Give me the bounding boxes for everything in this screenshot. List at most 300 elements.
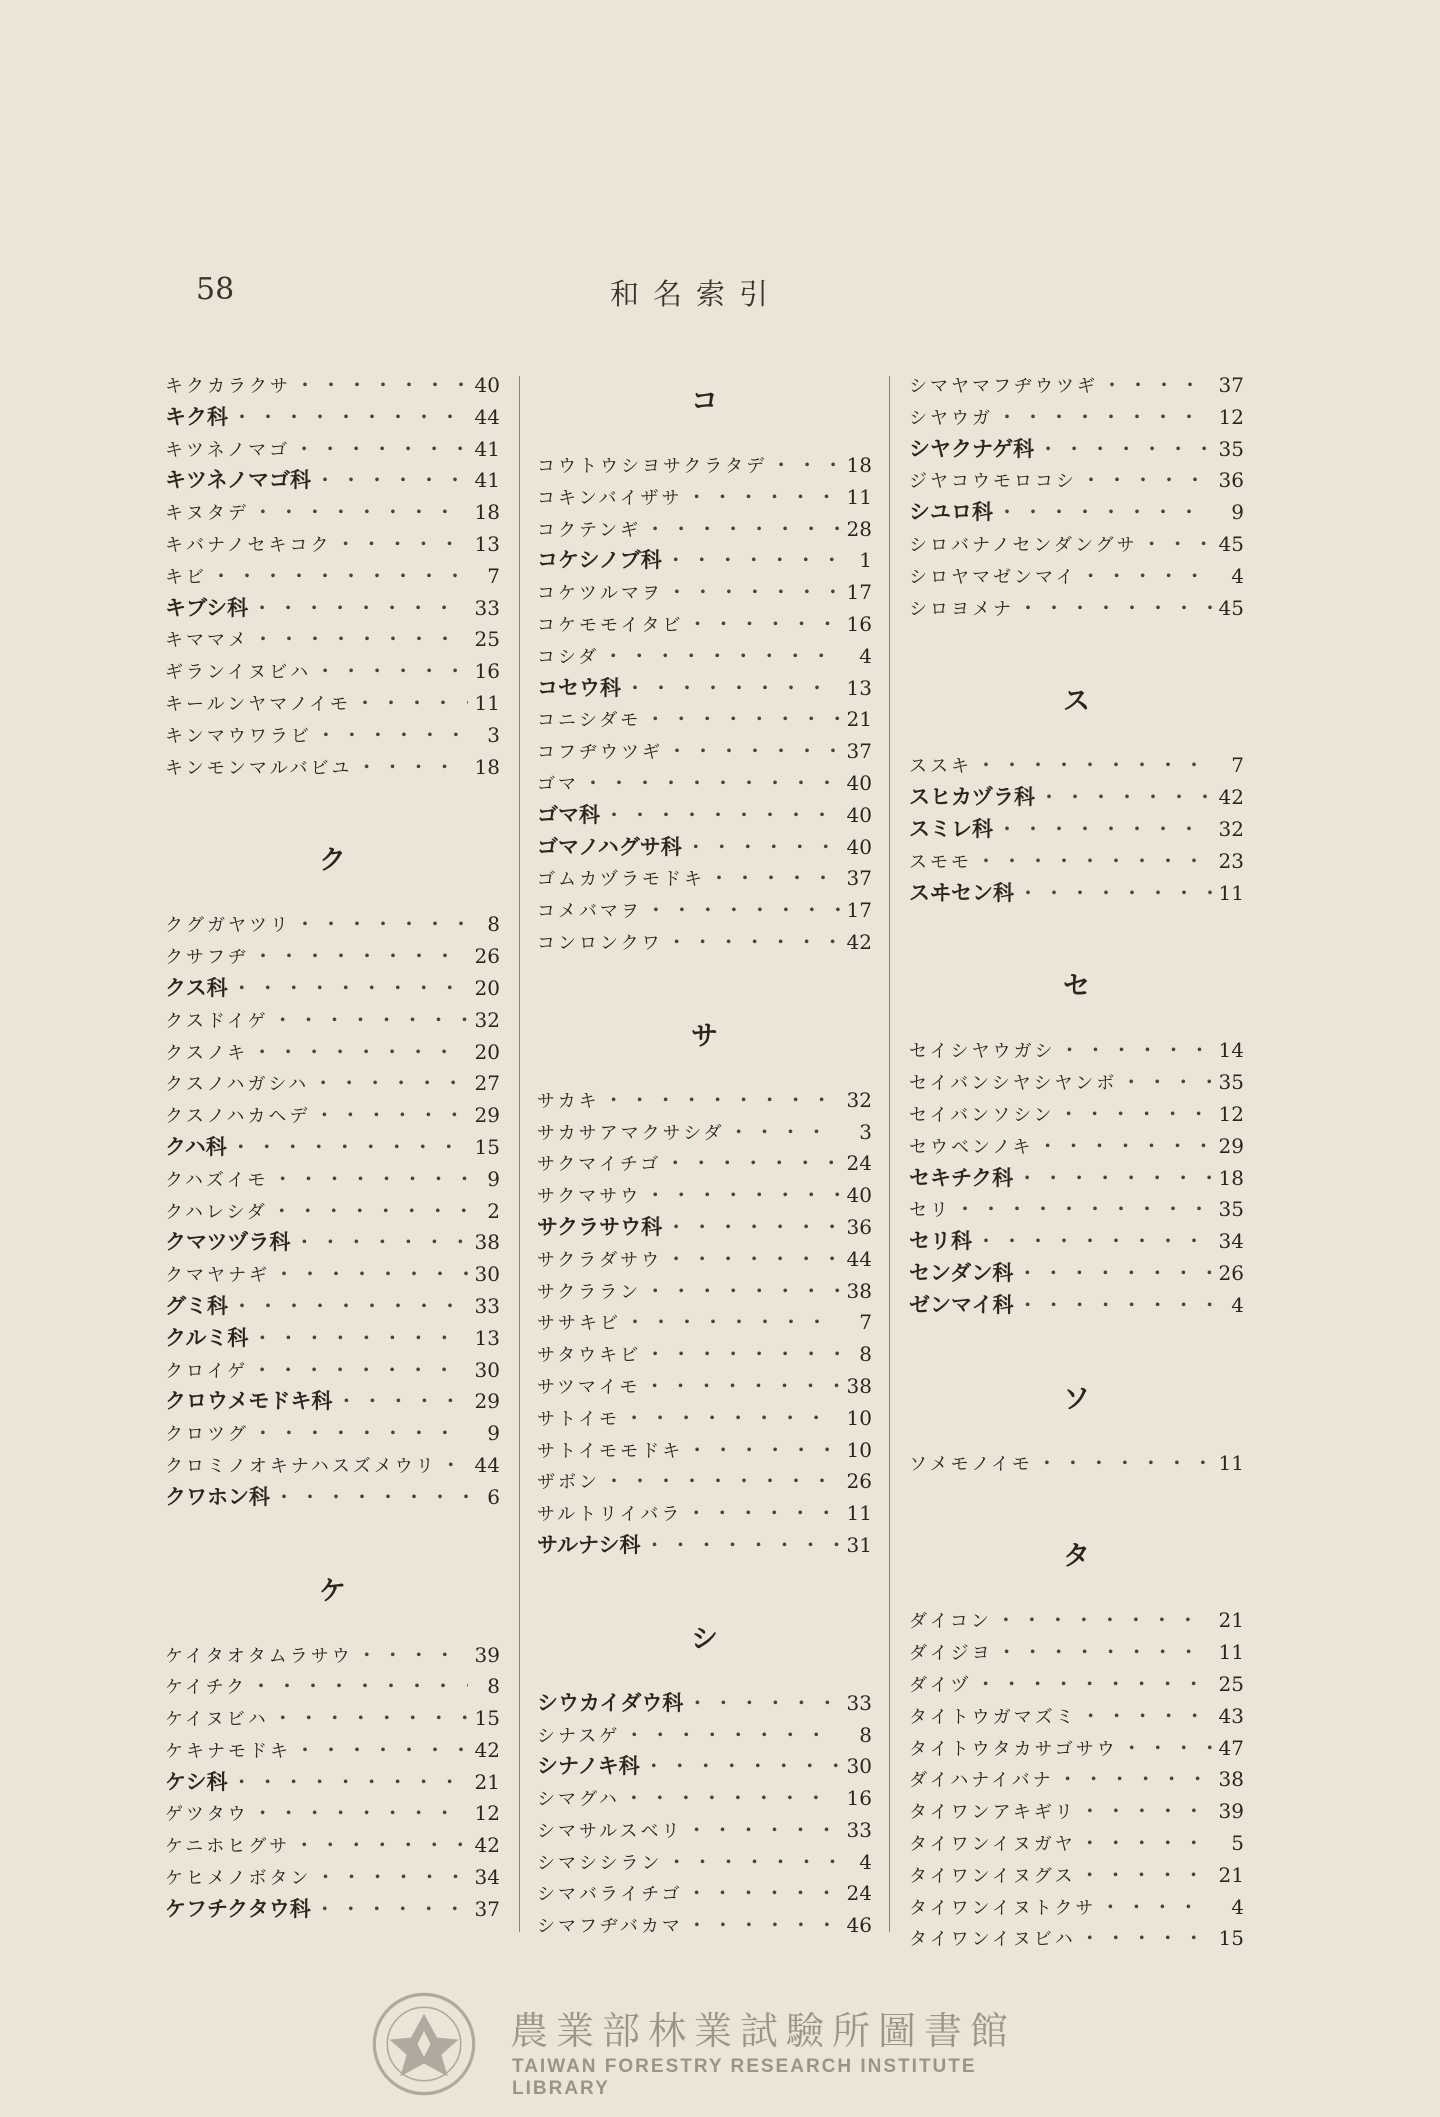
entry-name: ケイチク bbox=[165, 1677, 248, 1699]
index-entry bbox=[165, 1005, 500, 1037]
index-entry-family bbox=[909, 1226, 1244, 1258]
entry-page: 30 bbox=[846, 1754, 872, 1779]
entry-page: 36 bbox=[846, 1214, 872, 1239]
entry-page: 21 bbox=[846, 707, 872, 732]
dot-leader bbox=[667, 736, 840, 768]
entry-name: シロヤマゼンマイ bbox=[909, 566, 1077, 588]
dot-leader bbox=[666, 1244, 840, 1276]
dot-leader bbox=[253, 497, 468, 529]
entry-name: クワホン科 bbox=[165, 1484, 270, 1509]
entry-page: 40 bbox=[846, 770, 872, 795]
entry-page: 33 bbox=[846, 1690, 872, 1715]
entry-page: 8 bbox=[859, 1722, 872, 1747]
entry-name: キバナノセキコク bbox=[165, 534, 332, 556]
entry-page: 40 bbox=[846, 802, 872, 827]
section-heading: ケ bbox=[319, 1575, 346, 1607]
entry-name: クスノハガシハ bbox=[165, 1074, 310, 1096]
index-entry bbox=[165, 688, 500, 720]
index-entry bbox=[909, 1923, 1244, 1955]
index-entry bbox=[537, 1466, 872, 1498]
entry-page: 24 bbox=[846, 1881, 872, 1906]
entry-page: 42 bbox=[474, 1737, 500, 1762]
entry-name: コセウ科 bbox=[537, 675, 621, 700]
entry-name: セリ科 bbox=[909, 1229, 972, 1254]
dot-leader bbox=[273, 1703, 468, 1735]
entry-page: 26 bbox=[846, 1469, 872, 1494]
dot-leader bbox=[232, 402, 468, 434]
entry-name: タイワンイヌガヤ bbox=[909, 1833, 1076, 1855]
entry-page: 29 bbox=[474, 1103, 500, 1128]
dot-leader bbox=[666, 1212, 840, 1244]
entry-name: シヤウガ bbox=[909, 407, 993, 429]
index-entry-family bbox=[165, 593, 500, 625]
dot-leader bbox=[253, 1798, 468, 1830]
entry-name: サカキ bbox=[537, 1090, 600, 1112]
dot-leader bbox=[667, 927, 840, 959]
dot-leader bbox=[1039, 782, 1212, 814]
library-name-zh: 農業部林業試驗所圖書館 bbox=[510, 2009, 1017, 2053]
entry-page: 11 bbox=[1218, 1640, 1244, 1665]
index-entry-family bbox=[537, 832, 872, 864]
index-entry bbox=[909, 1796, 1244, 1828]
dot-leader bbox=[1038, 1131, 1212, 1163]
entry-name: クハズイモ bbox=[165, 1169, 269, 1191]
entry-name: クサフヂ bbox=[165, 947, 249, 969]
entry-page: 33 bbox=[474, 595, 500, 620]
section-heading: ス bbox=[1063, 686, 1090, 718]
running-title: 和名索引 bbox=[610, 277, 783, 311]
dot-leader bbox=[687, 1435, 840, 1467]
entry-page: 37 bbox=[474, 1896, 500, 1921]
entry-page: 35 bbox=[1218, 436, 1244, 461]
index-section bbox=[537, 1005, 872, 1562]
index-entry-family bbox=[537, 673, 872, 705]
column-divider bbox=[889, 376, 890, 1932]
dot-leader bbox=[624, 1783, 840, 1815]
index-entry-family bbox=[537, 1530, 872, 1562]
entry-name: シウカイダウ科 bbox=[537, 1690, 684, 1715]
index-entry-family bbox=[909, 782, 1244, 814]
entry-name: グミ科 bbox=[165, 1293, 228, 1318]
dot-leader bbox=[1037, 1448, 1212, 1480]
dot-leader bbox=[252, 593, 468, 625]
dot-leader bbox=[686, 832, 840, 864]
entry-page: 26 bbox=[1218, 1260, 1244, 1285]
entry-page: 32 bbox=[1218, 816, 1244, 841]
entry-name: タイワンイヌグス bbox=[909, 1865, 1076, 1887]
entry-name: ケイタオタムラサウ bbox=[165, 1645, 353, 1667]
entry-page: 25 bbox=[1218, 1671, 1244, 1696]
entry-name: セキチク科 bbox=[909, 1165, 1014, 1190]
index-entry bbox=[165, 1798, 500, 1830]
entry-name: キク科 bbox=[165, 404, 228, 429]
index-entry bbox=[537, 736, 872, 768]
dot-leader bbox=[687, 1815, 840, 1847]
section-heading: シ bbox=[691, 1623, 718, 1655]
entry-name: タイワンアキギリ bbox=[909, 1802, 1076, 1824]
entry-name: キンモンマルバビユ bbox=[165, 757, 353, 779]
dot-leader bbox=[687, 1688, 840, 1720]
index-entry-family bbox=[909, 878, 1244, 910]
dot-leader bbox=[252, 1037, 468, 1069]
dot-leader bbox=[644, 1751, 840, 1783]
index-entry bbox=[537, 1148, 872, 1180]
index-entry bbox=[909, 370, 1244, 402]
entry-name: セイバンシヤシヤンボ bbox=[909, 1073, 1118, 1095]
index-section bbox=[909, 955, 1244, 1321]
dot-leader bbox=[295, 909, 468, 941]
entry-name: クスノキ bbox=[165, 1042, 249, 1064]
index-entry bbox=[165, 434, 500, 466]
entry-page: 38 bbox=[846, 1278, 872, 1303]
index-entry bbox=[909, 846, 1244, 878]
index-entry bbox=[909, 1035, 1244, 1067]
entry-page: 18 bbox=[474, 754, 500, 779]
entry-name: スミレ科 bbox=[909, 816, 993, 841]
index-entry bbox=[165, 1037, 500, 1069]
entry-name: キツネノマゴ科 bbox=[165, 468, 311, 493]
index-entry bbox=[537, 450, 872, 482]
entry-name: ソメモノイモ bbox=[909, 1453, 1033, 1475]
dot-leader bbox=[1121, 1067, 1212, 1099]
entry-page: 7 bbox=[487, 563, 500, 588]
index-entry bbox=[165, 497, 500, 529]
entry-page: 35 bbox=[1218, 1197, 1244, 1222]
index-entry bbox=[537, 609, 872, 641]
entry-page: 21 bbox=[1218, 1608, 1244, 1633]
entry-name: サルトリイバラ bbox=[537, 1504, 683, 1526]
entry-page: 37 bbox=[1218, 373, 1244, 397]
entry-page: 33 bbox=[846, 1817, 872, 1842]
entry-name: ジヤコウモロコシ bbox=[909, 471, 1077, 493]
index-entry bbox=[537, 1783, 872, 1815]
dot-leader bbox=[667, 577, 840, 609]
index-entry bbox=[909, 1892, 1244, 1924]
entry-page: 7 bbox=[1231, 753, 1244, 778]
entry-name: スヰセン科 bbox=[909, 880, 1014, 905]
entry-page: 3 bbox=[859, 1119, 872, 1144]
index-entry bbox=[537, 1847, 872, 1879]
dot-leader bbox=[997, 402, 1212, 434]
entry-name: シマフヂバカマ bbox=[537, 1916, 683, 1938]
index-entry bbox=[165, 1671, 500, 1703]
index-entry bbox=[537, 1117, 872, 1149]
index-entry-family bbox=[165, 1482, 500, 1514]
entry-page: 26 bbox=[474, 944, 500, 969]
entry-name: ケニホヒグサ bbox=[165, 1836, 291, 1858]
index-entry bbox=[165, 1164, 500, 1196]
dot-leader bbox=[315, 1894, 468, 1926]
entry-page: 1 bbox=[859, 548, 872, 573]
entry-page: 34 bbox=[474, 1865, 500, 1890]
index-entry bbox=[165, 1100, 500, 1132]
entry-name: ゴマ科 bbox=[537, 802, 600, 827]
dot-leader bbox=[686, 1498, 840, 1530]
entry-name: ササキビ bbox=[537, 1313, 621, 1335]
entry-page: 32 bbox=[474, 1007, 500, 1032]
dot-leader bbox=[624, 1403, 840, 1435]
index-entry-family bbox=[909, 1163, 1244, 1195]
entry-page: 16 bbox=[474, 659, 500, 684]
entry-name: シマバライチゴ bbox=[537, 1884, 683, 1906]
entry-name: コニシダモ bbox=[537, 710, 642, 732]
dot-leader bbox=[274, 1259, 468, 1291]
index-entry bbox=[909, 1099, 1244, 1131]
entry-name: コケツルマヲ bbox=[537, 583, 663, 605]
entry-name: シマヤマフヂウツギ bbox=[909, 376, 1098, 397]
entry-name: キビ bbox=[165, 566, 207, 588]
entry-name: ケキナモドキ bbox=[165, 1740, 291, 1762]
entry-name: シヤクナゲ科 bbox=[909, 436, 1035, 461]
dot-leader bbox=[315, 465, 468, 497]
index-entry bbox=[537, 1276, 872, 1308]
index-entry bbox=[165, 1862, 500, 1894]
dot-leader bbox=[295, 370, 468, 402]
dot-leader bbox=[357, 752, 468, 784]
index-section bbox=[909, 1368, 1244, 1480]
entry-page: 12 bbox=[474, 1801, 500, 1826]
index-entry bbox=[165, 720, 500, 752]
index-entry bbox=[909, 1733, 1244, 1765]
dot-leader bbox=[294, 434, 468, 466]
entry-name: キールンヤマノイモ bbox=[165, 693, 352, 715]
entry-page: 4 bbox=[1231, 1894, 1244, 1919]
entry-page: 24 bbox=[846, 1151, 872, 1176]
entry-page: 44 bbox=[474, 1452, 500, 1477]
entry-name: ダイハナイバナ bbox=[909, 1770, 1054, 1792]
entry-page: 40 bbox=[846, 1183, 872, 1208]
entry-page: 40 bbox=[846, 834, 872, 859]
entry-page: 8 bbox=[487, 1674, 500, 1699]
entry-name: サカサアマクサシダ bbox=[537, 1122, 725, 1144]
section-heading: タ bbox=[1063, 1541, 1090, 1573]
dot-leader bbox=[273, 1164, 468, 1196]
dot-leader bbox=[955, 1194, 1212, 1226]
index-section bbox=[537, 370, 872, 959]
entry-page: 11 bbox=[474, 690, 500, 715]
entry-page: 39 bbox=[474, 1642, 500, 1667]
index-entry bbox=[537, 1498, 872, 1530]
dot-leader bbox=[645, 1371, 840, 1403]
dot-leader bbox=[1018, 1290, 1212, 1322]
entry-name: ゴムカヅラモドキ bbox=[537, 869, 705, 891]
entry-name: ケシ科 bbox=[165, 1769, 228, 1794]
entry-page: 11 bbox=[846, 1501, 872, 1526]
index-entry bbox=[537, 704, 872, 736]
dot-leader bbox=[976, 1226, 1212, 1258]
index-entry bbox=[909, 1764, 1244, 1796]
entry-page: 5 bbox=[1231, 1830, 1244, 1855]
entry-name: コクテンギ bbox=[537, 519, 642, 541]
index-entry bbox=[909, 1067, 1244, 1099]
entry-page: 20 bbox=[474, 1039, 500, 1064]
dot-leader bbox=[1017, 1163, 1212, 1195]
entry-name: ゴマ bbox=[537, 773, 579, 795]
entry-page: 42 bbox=[846, 929, 872, 954]
entry-name: サクララン bbox=[537, 1281, 642, 1303]
entry-name: サクラサウ科 bbox=[537, 1214, 663, 1239]
entry-page: 13 bbox=[474, 1325, 500, 1350]
entry-page: 33 bbox=[474, 1293, 500, 1318]
index-entry bbox=[909, 1669, 1244, 1701]
entry-page: 40 bbox=[474, 373, 500, 397]
dot-leader bbox=[1059, 1035, 1212, 1067]
entry-name: キツネノマゴ bbox=[165, 439, 291, 461]
index-entry bbox=[165, 1068, 500, 1100]
entry-page: 4 bbox=[859, 643, 872, 668]
entry-page: 15 bbox=[474, 1134, 500, 1159]
entry-name: ケイヌビハ bbox=[165, 1709, 269, 1731]
dot-leader bbox=[272, 1196, 468, 1228]
entry-name: シナノキ科 bbox=[537, 1754, 640, 1779]
page-number: 58 bbox=[196, 272, 235, 307]
section-heading: セ bbox=[1063, 971, 1090, 1003]
entry-name: ゲツタウ bbox=[165, 1804, 249, 1826]
dot-leader bbox=[1142, 529, 1212, 561]
dot-leader bbox=[357, 1640, 468, 1672]
entry-name: コフヂウツギ bbox=[537, 742, 663, 764]
dot-leader bbox=[294, 1227, 468, 1259]
entry-name: クスノハカヘデ bbox=[165, 1106, 311, 1128]
section-heading: ソ bbox=[1063, 1383, 1090, 1415]
dot-leader bbox=[645, 514, 840, 546]
index-entry bbox=[909, 529, 1244, 561]
entry-name: ギランイヌビハ bbox=[165, 662, 312, 684]
dot-leader bbox=[771, 450, 840, 482]
index-entry bbox=[537, 1403, 872, 1435]
index-entry bbox=[537, 1720, 872, 1752]
entry-page: 41 bbox=[474, 436, 500, 461]
entry-name: ゼンマイ科 bbox=[909, 1292, 1014, 1317]
dot-leader bbox=[313, 1068, 468, 1100]
entry-page: 28 bbox=[846, 516, 872, 541]
entry-page: 21 bbox=[1218, 1862, 1244, 1887]
entry-page: 46 bbox=[846, 1913, 872, 1938]
section-heading: ク bbox=[319, 845, 346, 877]
entry-page: 13 bbox=[846, 675, 872, 700]
entry-page: 34 bbox=[1218, 1229, 1244, 1254]
index-entry-family bbox=[165, 1227, 500, 1259]
dot-leader bbox=[1080, 1923, 1212, 1955]
entry-page: 10 bbox=[846, 1405, 872, 1430]
dot-leader bbox=[355, 688, 468, 720]
entry-name: サツマイモ bbox=[537, 1376, 641, 1398]
entry-page: 9 bbox=[487, 1421, 500, 1446]
entry-name: クマヤナギ bbox=[165, 1265, 270, 1287]
dot-leader bbox=[646, 895, 840, 927]
dot-leader bbox=[1058, 1764, 1212, 1796]
index-entry-family bbox=[537, 1212, 872, 1244]
entry-page: 25 bbox=[474, 627, 500, 652]
entry-name: クロウメモドキ科 bbox=[165, 1389, 333, 1414]
dot-leader bbox=[604, 800, 840, 832]
entry-name: センダン科 bbox=[909, 1260, 1014, 1285]
entry-name: タイトウタカサゴサウ bbox=[909, 1738, 1118, 1760]
index-entry bbox=[909, 1194, 1244, 1226]
dot-leader bbox=[604, 1466, 840, 1498]
entry-name: クハ科 bbox=[165, 1134, 227, 1159]
dot-leader bbox=[645, 1180, 840, 1212]
entry-name: シロヨメナ bbox=[909, 598, 1014, 620]
index-section bbox=[165, 829, 500, 1513]
index-entry bbox=[165, 561, 500, 593]
index-entry-family bbox=[165, 1894, 500, 1926]
entry-name: ザボン bbox=[537, 1472, 600, 1494]
dot-leader bbox=[252, 1323, 468, 1355]
index-entry-family bbox=[537, 1688, 872, 1720]
entry-name: キヌタデ bbox=[165, 503, 249, 525]
entry-page: 45 bbox=[1218, 595, 1244, 620]
entry-name: クロミノオキナハスズメウリ bbox=[165, 1455, 437, 1477]
entry-name: タイトウガマズミ bbox=[909, 1706, 1077, 1728]
index-entry bbox=[165, 656, 500, 688]
dot-leader bbox=[231, 1132, 468, 1164]
dot-leader bbox=[665, 1148, 840, 1180]
index-entry-family bbox=[537, 800, 872, 832]
entry-page: 8 bbox=[487, 912, 500, 937]
dot-leader bbox=[232, 1291, 468, 1323]
library-name-en: TAIWAN FORESTRY RESEARCH INSTITUTE LIBRARY bbox=[512, 2056, 977, 2099]
index-entry bbox=[537, 1085, 872, 1117]
index-entry-family bbox=[909, 1290, 1244, 1322]
dot-leader bbox=[1122, 1733, 1212, 1765]
dot-leader bbox=[441, 1450, 468, 1482]
dot-leader bbox=[687, 1878, 840, 1910]
index-entry bbox=[909, 1828, 1244, 1860]
index-section bbox=[909, 670, 1244, 909]
index-entry bbox=[165, 624, 500, 656]
index-entry bbox=[909, 1448, 1244, 1480]
index-entry-family bbox=[165, 402, 500, 434]
dot-leader bbox=[1102, 370, 1212, 402]
index-entry bbox=[537, 768, 872, 800]
index-entry bbox=[165, 1640, 500, 1672]
index-entry-family bbox=[165, 1767, 500, 1799]
dot-leader bbox=[211, 561, 468, 593]
index-entry-family bbox=[909, 434, 1244, 466]
index-entry-family bbox=[165, 1386, 500, 1418]
entry-page: 4 bbox=[1231, 563, 1244, 588]
dot-leader bbox=[687, 482, 840, 514]
dot-leader bbox=[709, 863, 840, 895]
entry-page: 7 bbox=[859, 1310, 872, 1335]
entry-page: 8 bbox=[859, 1342, 872, 1367]
dot-leader bbox=[729, 1117, 840, 1149]
entry-page: 15 bbox=[474, 1706, 500, 1731]
entry-name: サクマサウ bbox=[537, 1186, 642, 1208]
index-entry-family bbox=[537, 1751, 872, 1783]
entry-page: 27 bbox=[474, 1071, 500, 1096]
dot-leader bbox=[1038, 434, 1212, 466]
entry-name: サトイモ bbox=[537, 1408, 621, 1430]
index-entry bbox=[537, 514, 872, 546]
index-entry-family bbox=[537, 545, 872, 577]
entry-page: 21 bbox=[474, 1769, 500, 1794]
dot-leader bbox=[315, 1862, 468, 1894]
index-section bbox=[537, 1608, 872, 1942]
index-entry bbox=[537, 927, 872, 959]
entry-page: 16 bbox=[846, 611, 872, 636]
index-entry bbox=[909, 465, 1244, 497]
dot-leader bbox=[1017, 1258, 1212, 1290]
index-entry bbox=[165, 1259, 500, 1291]
dot-leader bbox=[295, 1735, 468, 1767]
index-entry-family bbox=[165, 1291, 500, 1323]
dot-leader bbox=[253, 941, 468, 973]
dot-leader bbox=[1081, 1701, 1212, 1733]
index-entry bbox=[909, 1637, 1244, 1669]
index-entry-family bbox=[165, 973, 500, 1005]
